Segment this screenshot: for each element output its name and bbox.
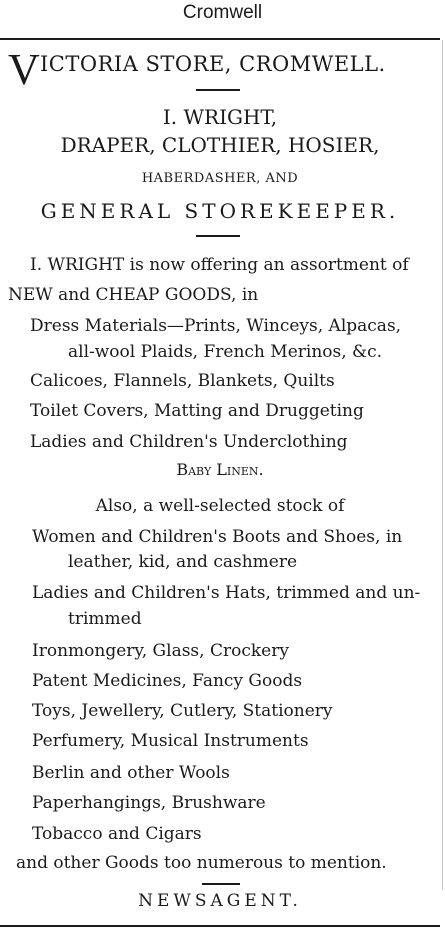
stock-line: Women and Children's Boots and Shoes, in [32,527,403,547]
closing-line: and other Goods too numerous to mention. [16,853,387,873]
divider [196,89,240,91]
stock-line: trimmed [68,609,142,629]
divider [196,235,240,237]
stock-line: Paperhangings, Brushware [32,793,266,813]
also-line: Also, a well-selected stock of [95,496,345,516]
owner-name: I. WRIGHT, [162,105,278,129]
divider [202,883,240,885]
trades-line-2: HABERDASHER, AND [141,171,299,186]
trades-line-3: GENERAL STOREKEEPER. [40,199,400,223]
goods-line: all-wool Plaids, French Merinos, &c. [68,342,383,362]
store-initial: V [8,45,40,94]
goods-line: Toilet Covers, Matting and Druggeting [30,401,364,421]
goods-line: Dress Materials—Prints, Winceys, Alpacas, [30,316,402,336]
column-edge [442,40,443,890]
bottom-rule [0,925,440,927]
footer-newsagent: NEWSAGENT. [138,891,302,911]
stock-line: Patent Medicines, Fancy Goods [32,671,303,691]
stock-line: Tobacco and Cigars [32,824,202,844]
stock-line: Perfumery, Musical Instruments [32,731,309,751]
stock-line: Berlin and other Wools [32,763,230,783]
intro-line-1: I. WRIGHT is now offering an assortment of [30,255,409,275]
stock-line: Toys, Jewellery, Cutlery, Stationery [32,701,333,721]
goods-line: Ladies and Children's Underclothing [30,432,348,452]
top-rule [0,38,440,40]
goods-line: Calicoes, Flannels, Blankets, Quilts [30,371,335,391]
goods-line: Baby Linen. [176,460,264,479]
store-name [4,45,440,100]
intro-line-2: NEW and CHEAP GOODS, in [8,285,259,305]
stock-line: leather, kid, and cashmere [68,552,298,572]
stock-line: Ladies and Children's Hats, trimmed and un- [32,583,421,603]
place-heading: Cromwell [182,2,263,23]
stock-line: Ironmongery, Glass, Crockery [32,641,289,661]
trades-line-1: DRAPER, CLOTHIER, HOSIER, [60,133,380,157]
store-name-text: ICTORIA STORE, CROMWELL. [40,52,386,76]
